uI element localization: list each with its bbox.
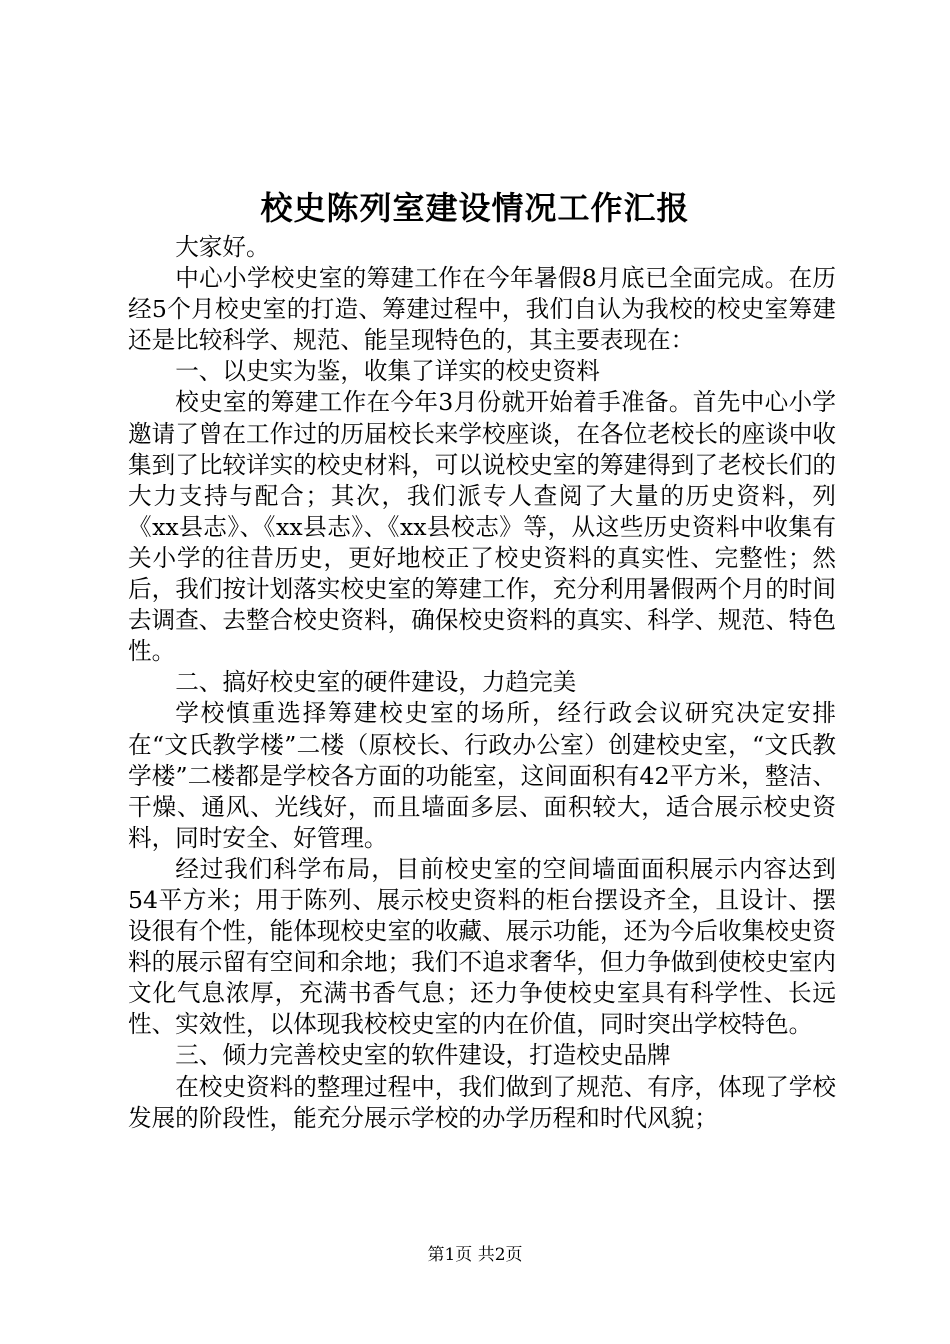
- section-heading-1: 一、以史实为鉴，收集了详实的校史资料: [175, 357, 600, 386]
- section-heading-3: 三、倾力完善校史室的软件建设，打造校史品牌: [175, 1041, 671, 1070]
- paragraph-intro: 中心小学校史室的筹建工作在今年暑假8月底已全面完成。在历经5个月校史室的打造、筹建过程中，我们自认为我校的校史室筹建还是比较科学、规范、能呈现特色的，其主要表现在：: [128, 264, 836, 355]
- paragraph-section-2b: 经过我们科学布局，目前校史室的空间墙面面积展示内容达到54平方米；用于陈列、展示校史资料的柜台摆设齐全，且设计、摆设很有个性，能体现校史室的收藏、展示功能，还为今后收集校史资料的展示留有空间和余地；我们不追求奢华，但力争做到使校史室内文化气息浓厚，充满书香气息；还力争使校史室具有科学性、长远性、实效性，以体现我校校史室的内在价值，同时突出学校特色。: [128, 854, 836, 1039]
- paragraph-section-3: 在校史资料的整理过程中，我们做到了规范、有序，体现了学校发展的阶段性，能充分展示学校的办学历程和时代风貌；: [128, 1072, 836, 1132]
- paragraph-section-1: 校史室的筹建工作在今年3月份就开始着手准备。首先中心小学邀请了曾在工作过的历届校长来学校座谈，在各位老校长的座谈中收集到了比较详实的校史材料，可以说校史室的筹建得到了老校长们的大力支持与配合；其次，我们派专人查阅了大量的历史资料，列《xx县志》、《xx县志》、《xx县校志》等，从这些历史资料中收集有关小学的往昔历史，更好地校正了校史资料的真实性、完整性；然后，我们按计划落实校史室的筹建工作，充分利用暑假两个月的时间去调查、去整合校史资料，确保校史资料的真实、科学、规范、特色性。: [128, 388, 836, 666]
- page-footer: 第1页 共2页: [427, 1245, 523, 1265]
- section-heading-2: 二、搞好校史室的硬件建设，力趋完美: [175, 668, 577, 697]
- paragraph-section-2a: 学校慎重选择筹建校史室的场所，经行政会议研究决定安排在“文氏教学楼”二楼（原校长、行政办公室）创建校史室，“文氏教学楼”二楼都是学校各方面的功能室，这间面积有42平方米，整洁、干燥、通风、光线好，而且墙面多层、面积较大，适合展示校史资料，同时安全、好管理。: [128, 699, 836, 852]
- paragraph-greeting: 大家好。: [175, 233, 270, 261]
- document-body: [128, 232, 836, 1134]
- document-title: 校史陈列室建设情况工作汇报: [260, 189, 690, 227]
